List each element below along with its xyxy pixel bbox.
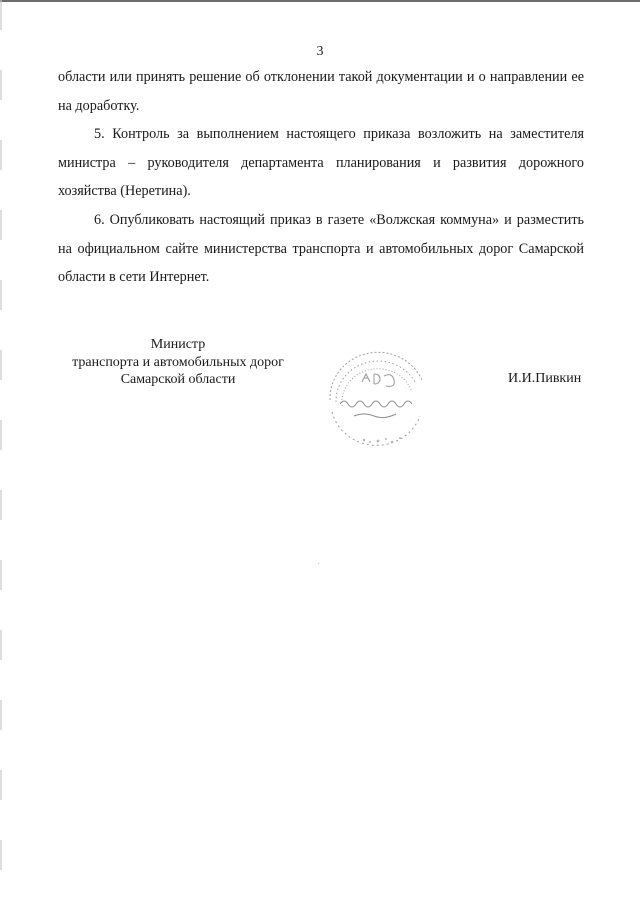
scan-speck: [318, 563, 319, 564]
scan-left-edge: [0, 0, 2, 905]
signature-title-line-3: Самарской области: [120, 372, 236, 387]
page-number: 3: [316, 44, 324, 59]
signature-title-block: [58, 336, 298, 389]
signature-title-line-2: транспорта и автомобильных дорог: [72, 354, 284, 370]
signer-name: И.И.Пивкин: [508, 371, 582, 386]
paragraph-item-6: 6. Опубликовать настоящий приказ в газете «Волжская коммуна» и разместить на официальном сайте министерства транспорта и автомобильных дорог Самарской области в сети Интернет.: [58, 211, 584, 286]
paragraph-intro: области или принять решение об отклонении такой документации и о направлении ее на доработку.: [58, 69, 584, 114]
official-seal-stamp: [318, 342, 436, 454]
signature-title-line-1: Министр: [150, 337, 206, 352]
document-body: [58, 63, 584, 292]
paragraph-item-5: 5. Контроль за выполнением настоящего приказа возложить на заместителя министра – руководителя департамента планирования и развития дорожного хозяйства (Неретина).: [58, 126, 584, 200]
scan-top-edge: [0, 0, 640, 2]
